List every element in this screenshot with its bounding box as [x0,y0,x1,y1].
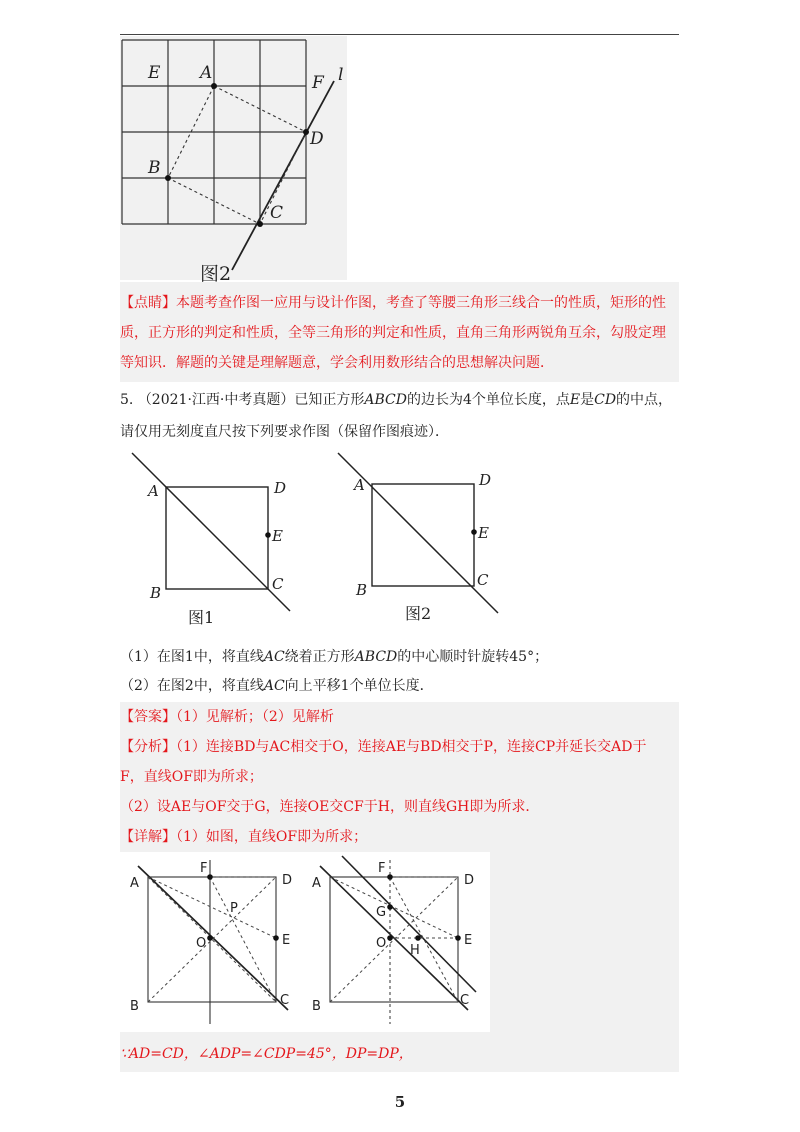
question-cd: CD [594,392,617,408]
sol2-label-D: D [464,873,475,888]
question-number: 5. [120,392,134,408]
sol2-label-B: B [312,999,321,1014]
because-line: ∵AD=CD，∠ADP=∠CDP=45°，DP=DP， [120,1046,413,1062]
part-1-text-a: （1）在图1中，将直线 [120,649,264,665]
fig1-label-A: A [148,482,159,500]
dianjing-line-1 [120,289,666,317]
fig1-label-C: C [272,575,284,593]
line-l [232,81,334,270]
detail-tag: 【详解】 [120,829,176,845]
question-figures [120,448,520,633]
label-B: B [148,158,161,178]
dashed-square [168,86,306,224]
sol1-label-F: F [200,861,208,876]
fig2-label-E: E [478,524,489,542]
detail-line [120,823,367,851]
sol2-label-G: G [376,905,387,920]
question-5-line-2: 请仅用无刻度直尺按下列要求作图（保留作图痕迹）． [120,424,449,440]
detail-text: （1）如图，直线OF即为所求； [176,829,368,845]
analysis-line-3: （2）设AE与OF交于G，连接OE交CF于H，则直线GH即为所求． [120,799,540,815]
question-source: （2021·江西·中考真题） [137,392,295,408]
analysis-line-1 [120,733,646,761]
part-1-text-b: 绕着正方形 [284,649,355,665]
sol1-label-C: C [280,993,290,1008]
dianjing-tag: 【点睛】 [120,295,176,311]
solution-figures [120,852,490,1032]
fig2-caption: 图2 [405,604,432,623]
answer-text: （1）见解析；（2）见解析 [176,709,334,725]
question-text-c: 是 [580,392,595,408]
sol2-label-A: A [312,876,321,891]
part-1-ac: AC [263,649,285,665]
sol2-label-F: F [378,861,386,876]
sol1-label-E: E [282,933,291,948]
answer-line [120,703,334,731]
question-figure-2 [338,453,498,623]
grid-figure [120,36,360,286]
fig1-label-E: E [272,527,283,545]
sol1-label-A: A [130,876,139,891]
label-l: l [338,65,344,85]
analysis-text-1: （1）连接BD与AC相交于O，连接AE与BD相交于P，连接CP并延长交AD于 [176,739,647,755]
dianjing-line-3: 等知识．解题的关键是理解题意，学会利用数形结合的思想解决问题． [120,355,554,371]
question-abcd: ABCD [364,392,407,408]
sol2-label-O: O [376,936,387,951]
page-number: 5 [394,1093,406,1111]
fig2-label-B: B [356,581,368,599]
question-figure-1 [132,453,290,627]
part-1-text-c: 的中心顺时针旋转45°； [397,649,549,665]
part-1 [120,643,548,671]
fig2-label-A: A [354,476,365,494]
dianjing-text-1: 本题考查作图一应用与设计作图，考查了等腰三角形三线合一的性质，矩形的性 [176,295,666,311]
label-F: F [312,73,324,93]
answer-tag: 【答案】 [120,709,176,725]
header-rule [120,34,679,35]
question-text-a: 已知正方形 [294,392,365,408]
dianjing-line-2: 质，正方形的判定和性质，全等三角形的判定和性质，直角三角形两锐角互余，勾股定理 [120,325,666,341]
grid-figure-caption: 图2 [200,263,232,285]
question-text-d: 的中点， [616,392,673,408]
analysis-tag: 【分析】 [120,739,176,755]
sol2-label-H: H [410,943,420,958]
part-2 [120,672,434,700]
label-D: D [310,129,324,149]
question-5-line-1 [120,386,672,414]
question-text-b: 的边长为4个单位长度，点 [406,392,570,408]
part-2-text-b: 向上平移1个单位长度． [284,678,434,694]
label-E: E [148,63,161,83]
fig1-caption: 图1 [188,608,215,627]
sol2-label-C: C [460,993,470,1008]
part-2-text-a: （2）在图2中，将直线 [120,678,264,694]
fig1-label-B: B [150,584,162,602]
sol1-label-P: P [230,901,238,916]
part-2-ac: AC [263,678,285,694]
sol2-label-E: E [464,933,473,948]
label-C: C [270,203,284,223]
sol1-label-O: O [196,936,207,951]
question-e: E [569,392,581,408]
fig1-label-D: D [274,479,287,497]
sol1-label-D: D [282,873,293,888]
fig2-label-D: D [479,471,492,489]
sol1-label-B: B [130,999,139,1014]
label-A: A [200,63,213,83]
part-1-abcd: ABCD [354,649,398,665]
analysis-line-2: F，直线OF即为所求； [120,769,263,785]
fig2-label-C: C [477,571,489,589]
